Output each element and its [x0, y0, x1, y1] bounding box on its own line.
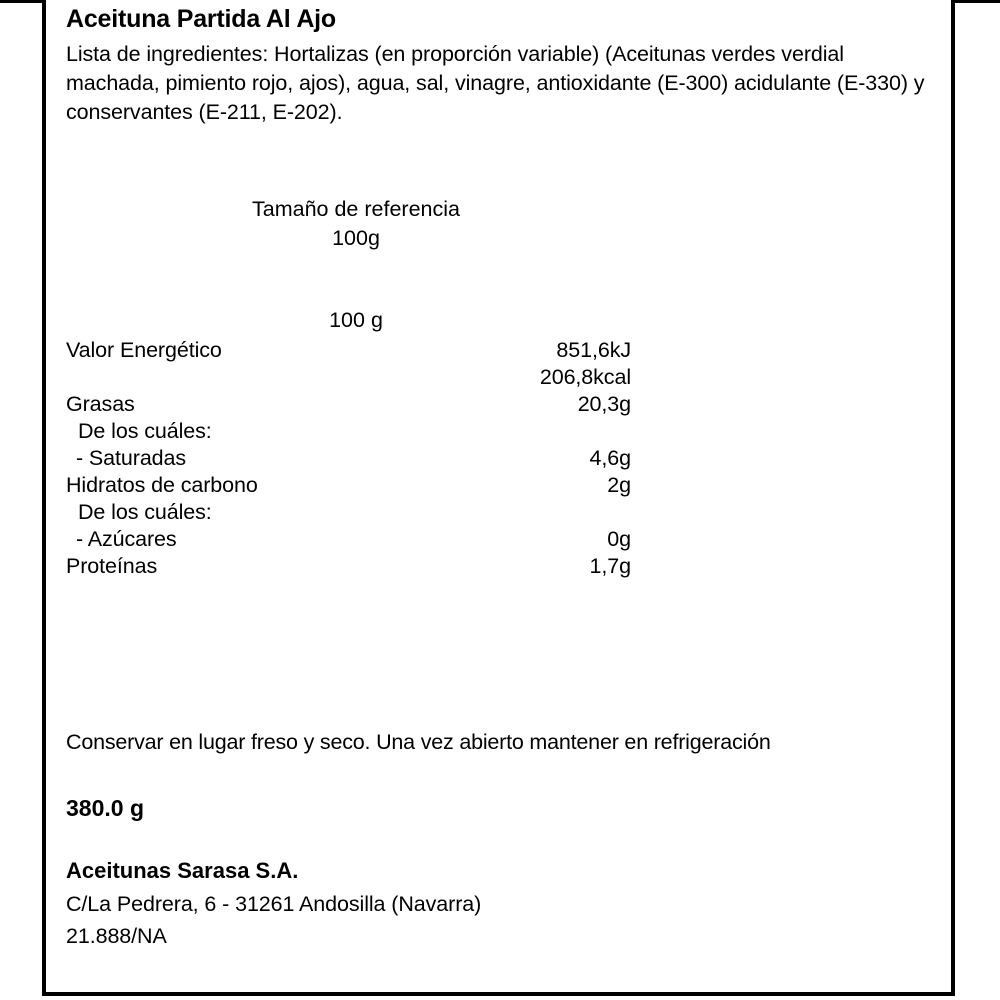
company-name: Aceitunas Sarasa S.A. — [66, 858, 299, 883]
ingredients-list: Lista de ingredientes: Hortalizas (en proporción variable) (Aceitunas verdes verdial machada, pimiento rojo, ajos), agua, sal, vinagre, antioxidante (E-300) acidulante (E-330) y conservantes (E-211, E-202). — [66, 42, 925, 124]
nutrition-row — [46, 445, 631, 472]
label-content — [46, 0, 951, 992]
nutrition-row — [46, 472, 631, 499]
nutrition-table-body — [46, 337, 631, 580]
nutrient-value: 206,8kcal — [539, 365, 631, 389]
reference-size-value: 100g — [332, 226, 380, 250]
nutrition-row — [46, 337, 631, 364]
nutrient-value — [455, 499, 631, 526]
nutrient-name: De los cuáles: — [78, 419, 212, 443]
nutrient-name: - Azúcares — [76, 527, 177, 551]
nutrient-value: 2g — [607, 473, 631, 497]
storage-instructions: Conservar en lugar freso y seco. Una vez abierto mantener en refrigeración — [66, 730, 771, 754]
nutrient-value: 4,6g — [589, 446, 631, 470]
nutrient-name: Valor Energético — [66, 338, 222, 362]
nutrition-information — [46, 195, 951, 580]
net-weight: 380.0 g — [66, 795, 144, 821]
nutrition-row — [46, 553, 631, 580]
nutrient-name: - Saturadas — [76, 446, 187, 470]
nutrient-value — [455, 418, 631, 445]
reference-size-label: Tamaño de referencia — [252, 197, 460, 221]
nutrition-row — [46, 418, 631, 445]
nutrient-value: 1,7g — [589, 554, 631, 578]
nutrient-name: Hidratos de carbono — [66, 473, 258, 497]
page-title: Aceituna Partida Al Ajo — [66, 5, 336, 33]
nutrient-value: 0g — [607, 527, 631, 551]
nutrient-name — [46, 364, 455, 391]
registration-code: 21.888/NA — [66, 924, 167, 948]
nutrient-name: De los cuáles: — [78, 500, 212, 524]
nutrition-row — [46, 364, 631, 391]
nutrient-name: Grasas — [66, 392, 135, 416]
nutrition-row — [46, 526, 631, 553]
nutrient-name: Proteínas — [66, 554, 158, 578]
nutrient-value: 20,3g — [577, 392, 631, 416]
nutrition-table — [46, 337, 631, 580]
product-label-panel — [42, 0, 955, 996]
nutrition-column-header: 100 g — [329, 308, 383, 332]
nutrient-value: 851,6kJ — [556, 338, 631, 362]
nutrition-row — [46, 391, 631, 418]
company-address: C/La Pedrera, 6 - 31261 Andosilla (Navarra) — [66, 892, 482, 916]
nutrition-row — [46, 499, 631, 526]
